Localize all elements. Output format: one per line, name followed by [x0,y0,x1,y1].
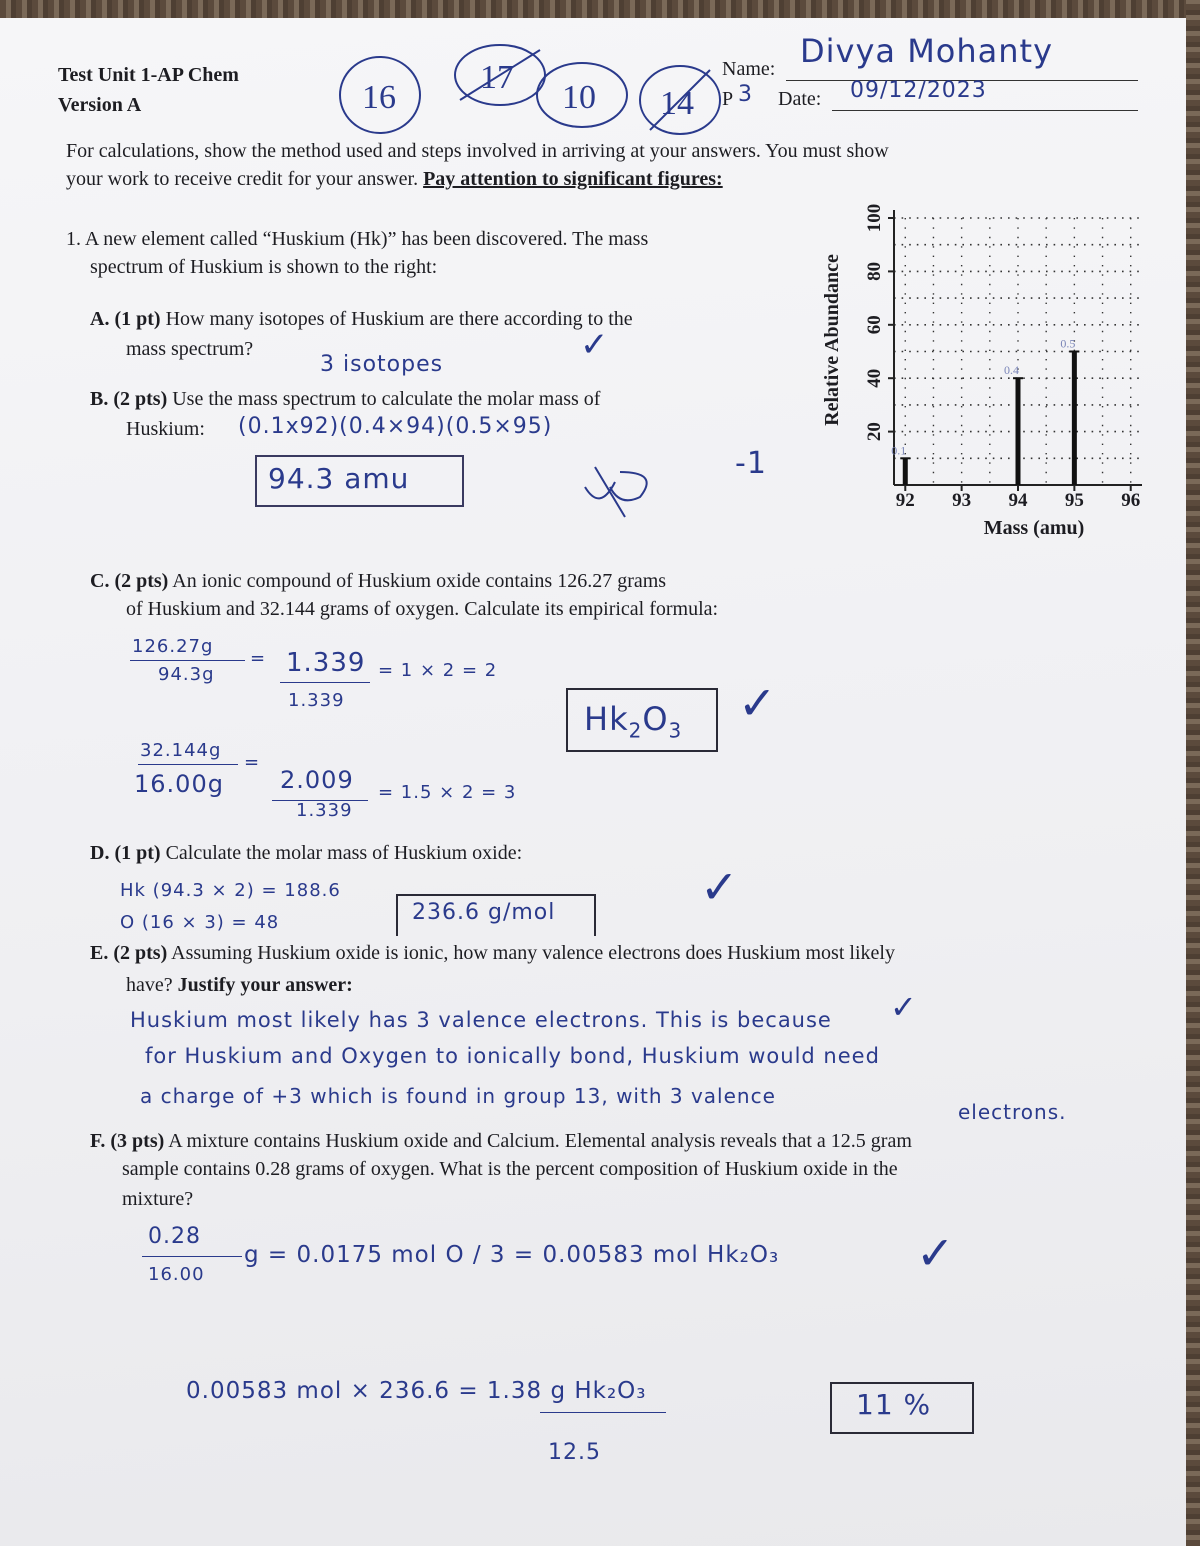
qF-work1-fraction-bar [142,1256,242,1257]
qF-work2: 0.00583 mol × 236.6 = 1.38 g Hk₂O₃ [186,1378,647,1404]
name-value: Divya Mohanty [800,32,1054,70]
test-title: Test Unit 1-AP Chem [58,64,239,86]
qD-text: Calculate the molar mass of Huskium oxide: [165,842,523,864]
qD-points: (1 pt) [114,842,161,864]
chart-bar-95 [1072,352,1077,486]
qB-points: (2 pts) [113,388,168,410]
qA-answer: 3 isotopes [320,352,444,377]
chart-y-label: Relative Abundance [821,254,843,426]
chart-xtick-label-94: 94 [1008,490,1028,511]
chart-ytick-label-40: 40 [864,368,885,388]
qC-work2-denominator: 16.00g [134,770,224,798]
qF-text-line3: mixture? [122,1188,194,1210]
qF-work1-denominator: 16.00 [148,1264,205,1285]
qC-work1-denominator: 94.3g [158,664,215,685]
score-marks [310,30,730,150]
qE-check-icon: ✓ [890,988,917,1026]
score-2: 17 [480,59,514,96]
chart-ytick-label-100: 100 [864,203,885,233]
qB-work: (0.1x92)(0.4×94)(0.5×95) [238,414,553,439]
qE-text-line1: Assuming Huskium oxide is ionic, how many valence electrons does Huskium most likely [171,942,895,964]
qA-label: A. [90,308,110,330]
qA-check-icon: ✓ [580,325,609,365]
qF-points: (3 pts) [110,1130,165,1152]
qB-deduction: -1 [735,446,767,481]
qF-line1 [90,1130,912,1153]
qC-work2-result: 2.009 [280,766,354,794]
date-value: 09/12/2023 [850,78,987,103]
carpet-edge-top [0,0,1200,18]
date-line [832,110,1138,111]
mass-spectrum-chart [812,200,1152,550]
qC-work2-numerator: 32.144g [140,740,222,761]
qC-line1 [90,570,666,593]
q1-prompt-line1: 1. A new element called “Huskium (Hk)” has been discovered. The mass [66,228,649,250]
qA-points: (1 pt) [114,308,161,330]
chart-bar-92 [903,458,908,485]
qE-text-line2-start: have? [126,974,173,996]
qB-text-line2: Huskium: [126,418,205,440]
qF-text-line2: sample contains 0.28 grams of oxygen. What is the percent composition of Huskium oxide in the [122,1158,898,1180]
carpet-edge-right [1186,0,1200,1546]
chart-annotation-94: 0.4 [1004,363,1019,378]
chart-xtick-label-96: 96 [1121,490,1141,511]
qD-work2: O (16 × 3) = 48 [120,912,280,933]
instructions-line2 [66,168,723,191]
period-label: P [722,88,734,110]
qC-check-icon: ✓ [738,676,777,730]
date-label: Date: [778,88,822,110]
qC-text-line2: of Huskium and 32.144 grams of oxygen. Calculate its empirical formula: [126,598,719,620]
qF-work2-denominator: 12.5 [548,1440,601,1465]
qA-text-line2: mass spectrum? [126,338,254,360]
qC-answer [584,700,682,742]
qF-work2-fraction-bar [540,1412,666,1413]
qC-answer-hk: Hk [584,700,629,738]
qE-answer-line3: a charge of +3 which is found in group 13, with 3 valence [140,1084,776,1108]
period-value: 3 [738,82,753,107]
qE-answer-line1: Huskium most likely has 3 valence electrons. This is because [130,1008,832,1032]
chart-y-ticks [864,204,894,441]
qC-work2-equals: = [244,752,261,773]
chart-annotation-92: 0.1 [891,443,907,458]
qC-answer-sub2: 3 [668,718,683,743]
qE-text-line2-emph: Justify your answer: [177,974,353,996]
qB-cross-icon [580,452,670,522]
score-4: 14 [660,85,694,122]
qD-check-icon: ✓ [700,860,739,914]
qC-answer-sub1: 2 [628,718,643,743]
score-1: 16 [362,79,396,116]
qB-text-line1: Use the mass spectrum to calculate the molar mass of [172,388,601,410]
qF-work1-numerator: 0.28 [148,1224,201,1249]
qF-text-line1: A mixture contains Huskium oxide and Calcium. Elemental analysis reveals that a 12.5 gram [168,1130,912,1152]
qC-answer-o: O [642,700,669,738]
test-version: Version A [58,94,142,116]
qB-line1 [90,388,600,411]
qC-work1-equals: = [250,648,267,669]
qF-answer: 11 % [856,1388,932,1421]
chart-ytick-label-80: 80 [864,261,885,281]
qC-work1-result-denominator: 1.339 [288,690,345,711]
qE-line1 [90,942,895,965]
qF-check-icon: ✓ [916,1226,955,1280]
qC-work1-numerator: 126.27g [132,636,214,657]
qA-text-line1: How many isotopes of Huskium are there according to the [165,308,633,330]
qE-line2 [126,974,353,997]
instructions-line2-start: your work to receive credit for your answer. [66,168,419,190]
qB-label: B. [90,388,109,410]
instructions-emphasis: Pay attention to significant figures: [423,168,723,190]
chart-bar-94 [1016,378,1021,485]
qC-work1-result-bar [280,682,370,683]
chart-xtick-label-92: 92 [895,490,915,511]
chart-x-ticks [896,485,1140,511]
chart-annotation-95: 0.5 [1060,336,1076,351]
qF-work1-rest: g = 0.0175 mol O / 3 = 0.00583 mol Hk₂O₃ [244,1242,780,1268]
qD-work1: Hk (94.3 × 2) = 188.6 [120,880,341,901]
qE-points: (2 pts) [113,942,168,964]
qE-answer-line4: electrons. [958,1100,1067,1124]
qA-line1 [90,308,633,331]
instructions-line1: For calculations, show the method used and steps involved in arriving at your answers. You must show [66,140,889,162]
chart-bars [891,337,1079,486]
qC-text-line1: An ionic compound of Huskium oxide contains 126.27 grams [172,570,667,592]
chart-x-label: Mass (amu) [983,517,1085,539]
score-3: 10 [562,79,596,116]
qE-answer-line2: for Huskium and Oxygen to ionically bond, Huskium would need [145,1044,880,1068]
qC-work1-fraction-bar [130,660,245,661]
qC-work2-tail: = 1.5 × 2 = 3 [378,782,517,803]
name-label: Name: [722,58,776,80]
chart-xtick-label-93: 93 [952,490,972,511]
qC-work1-tail: = 1 × 2 = 2 [378,660,498,681]
qC-work2-result-denominator: 1.339 [296,800,353,821]
qC-points: (2 pts) [114,570,169,592]
qD-label: D. [90,842,110,864]
qF-label: F. [90,1130,106,1152]
qD-answer: 236.6 g/mol [412,900,556,925]
q1-prompt-line2: spectrum of Huskium is shown to the right: [90,256,438,278]
qC-work2-fraction-bar [138,764,238,765]
qE-label: E. [90,942,109,964]
qB-answer: 94.3 amu [268,462,410,495]
chart-ytick-label-60: 60 [864,315,885,335]
qC-label: C. [90,570,110,592]
chart-xtick-label-95: 95 [1064,490,1084,511]
qC-work1-result: 1.339 [286,648,366,678]
chart-ytick-label-20: 20 [864,422,885,442]
qD-line [90,842,522,865]
